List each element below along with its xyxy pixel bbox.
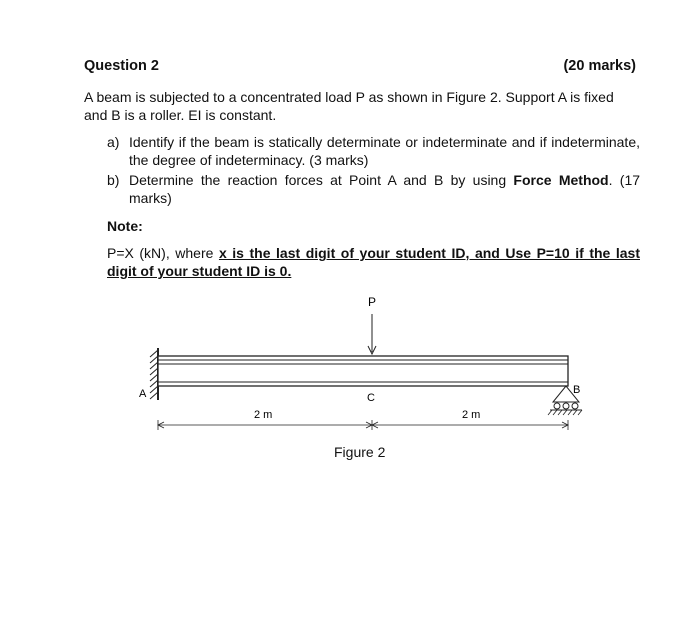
- fixed-support-a: [150, 348, 158, 400]
- span-right-label: 2 m: [462, 409, 481, 421]
- item-marker: b): [107, 172, 120, 188]
- note-label: Note:: [107, 218, 143, 234]
- load-label: P: [368, 295, 377, 309]
- question-intro: A beam is subjected to a concentrated load P as shown in Figure 2. Support A is fixed and B is a roller. EI is constant.: [84, 89, 614, 123]
- item-text: Identify if the beam is statically determinate or indeterminate and if indeterminate, the degree of indeterminacy. (3 marks): [129, 134, 640, 168]
- figure-caption: Figure 2: [334, 444, 386, 460]
- item-text-before: Determine the reaction forces at Point A and B by using: [129, 172, 514, 188]
- load-definition-prefix: P=X (kN), where: [107, 245, 219, 261]
- item-text-after: . (17 marks): [129, 172, 641, 206]
- point-c-label: C: [367, 392, 375, 404]
- load-definition-emphasis: x is the last digit of your student ID, and Use P=10 if the last digit of your student ID is 0.: [107, 245, 640, 279]
- dimension-line: [158, 420, 568, 430]
- item-marker: a): [107, 134, 120, 150]
- beam: [158, 356, 568, 386]
- question-title: Question 2: [84, 58, 159, 74]
- support-a-label: A: [139, 388, 147, 400]
- load-arrow: [368, 314, 376, 354]
- item-text-bold: Force Method: [513, 172, 609, 188]
- question-marks: (20 marks): [563, 58, 636, 74]
- span-left-label: 2 m: [254, 409, 273, 421]
- support-b-label: B: [573, 384, 581, 396]
